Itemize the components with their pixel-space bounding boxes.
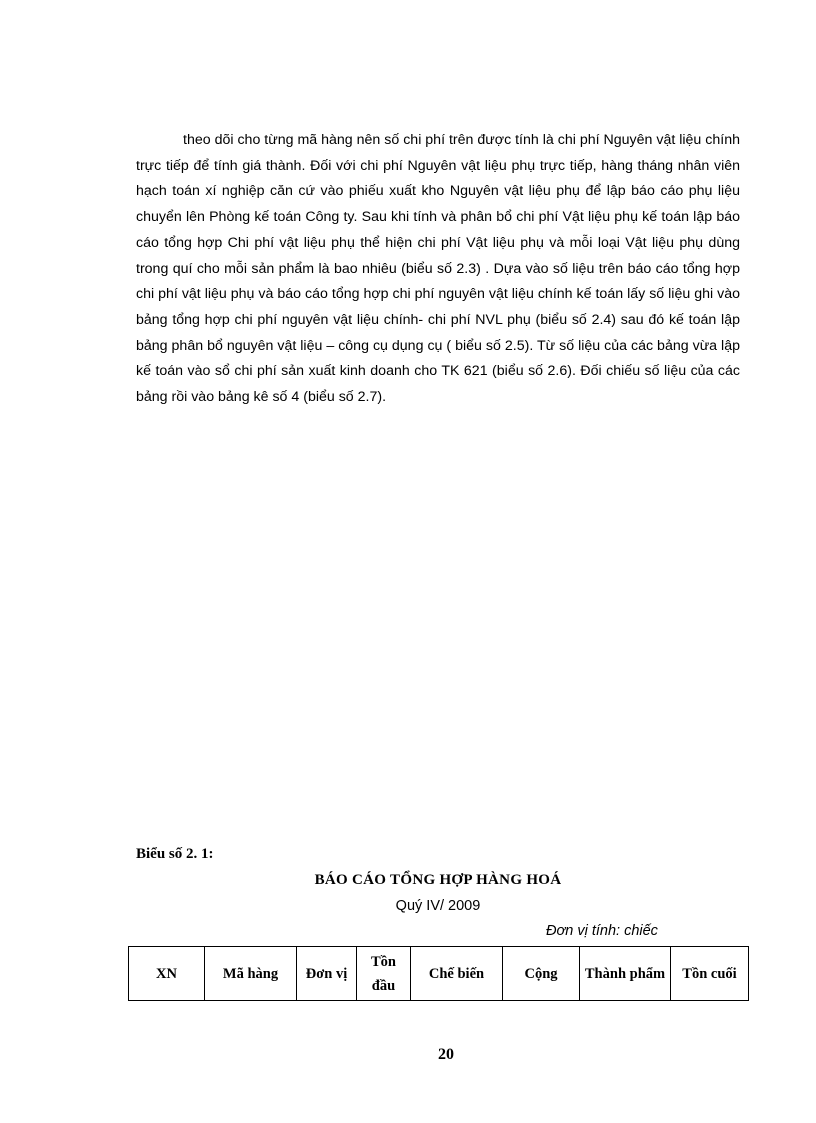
col-header-cong: Cộng <box>503 947 580 1001</box>
col-header-ton-cuoi: Tồn cuối <box>671 947 749 1001</box>
report-title: BÁO CÁO TỔNG HỢP HÀNG HOÁ <box>314 872 562 888</box>
table-header-row <box>129 947 749 1001</box>
report-unit: Đơn vị tính: chiếc <box>546 923 658 939</box>
col-header-che-bien: Chế biến <box>411 947 503 1001</box>
col-header-ton-dau: Tồn đầu <box>357 947 411 1001</box>
report-period: Quý IV/ 2009 <box>395 898 481 914</box>
col-header-xn: XN <box>129 947 205 1001</box>
col-header-ma-hang: Mã hàng <box>205 947 297 1001</box>
report-table <box>128 946 749 1001</box>
col-header-don-vi: Đơn vị <box>297 947 357 1001</box>
page-number: 20 <box>438 1046 454 1063</box>
col-header-thanh-pham: Thành phẩm <box>580 947 671 1001</box>
body-paragraph: theo dõi cho từng mã hàng nên số chi phí trên được tính là chi phí Nguyên vật liệu chính trực tiếp để tính giá thành. Đối với chi phí Nguyên vật liệu phụ trực tiếp, hàng tháng nhân viên hạch toán xí nghiệp căn cứ vào phiếu xuất kho Nguyên vật liệu phụ để lập báo cáo phụ liệu chuyển lên Phòng kế toán Công ty. Sau khi tính và phân bổ chi phí Vật liệu phụ kế toán lập báo cáo tổng hợp Chi phí vật liệu phụ thể hiện chi phí Vật liệu phụ và mỗi loại Vật liệu phụ dùng trong quí cho mỗi sản phẩm là bao nhiêu (biểu số 2.3) . Dựa vào số liệu trên báo cáo tổng hợp chi phí vật liệu phụ và báo cáo tổng hợp chi phí nguyên vật liệu chính kế toán lấy số liệu ghi vào bảng tổng hợp chi phí nguyên vật liệu chính- chi phí NVL phụ (biểu số 2.4) sau đó kế toán lập bảng phân bổ nguyên vật liệu – công cụ dụng cụ ( biểu số 2.5). Từ số liệu của các bảng vừa lập kế toán vào sổ chi phí sản xuất kinh doanh cho TK 621 (biểu số 2.6). Đối chiếu số liệu của các bảng rồi vào bảng kê số 4 (biểu số 2.7). <box>136 132 740 406</box>
exhibit-caption: Biểu số 2. 1: <box>136 846 214 862</box>
